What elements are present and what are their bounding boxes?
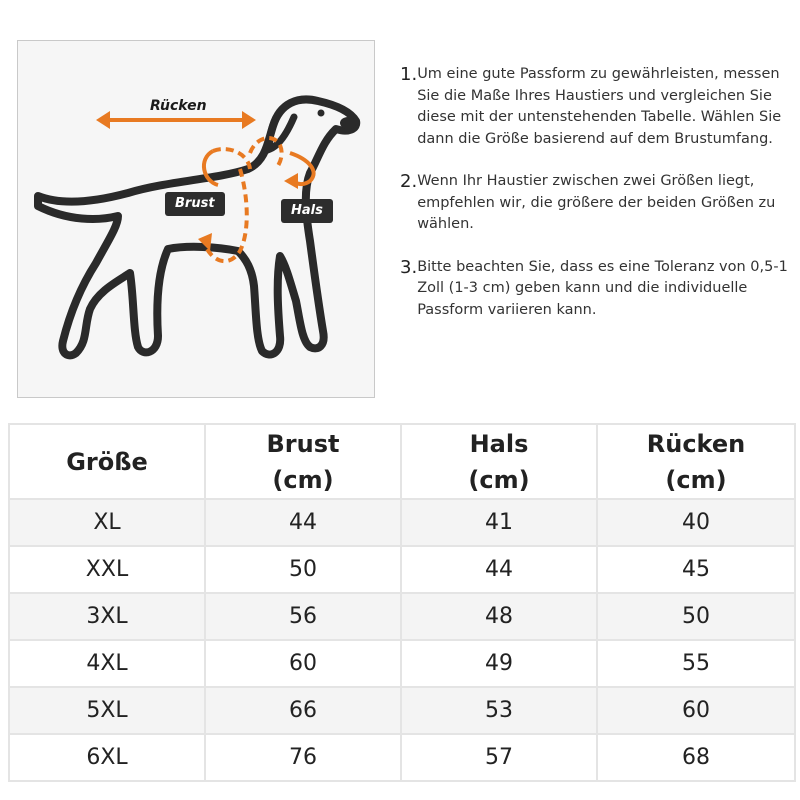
cell-chest: 76 (205, 734, 401, 781)
cell-size: 4XL (9, 640, 205, 687)
instruction-number: 2. (400, 171, 418, 192)
cell-back: 40 (597, 499, 795, 546)
instruction-item (400, 257, 798, 322)
instruction-item (400, 171, 798, 236)
instruction-text: Um eine gute Passform zu gewährleisten, messen Sie die Maße Ihres Haustiers und vergleichen Sie diese mit der untenstehenden Tabelle. Wählen Sie dann die Größe basierend auf dem Brustumfang. (417, 66, 782, 147)
instruction-text: Wenn Ihr Haustier zwischen zwei Größen liegt, empfehlen wir, die größere der beiden Größen zu wählen. (417, 173, 776, 232)
cell-size: 3XL (9, 593, 205, 640)
instruction-item (400, 64, 798, 150)
table-row (9, 499, 795, 546)
dog-measurement-figure (17, 40, 375, 398)
cell-size: 5XL (9, 687, 205, 734)
header-unit: (cm) (272, 465, 334, 494)
cell-back: 60 (597, 687, 795, 734)
instruction-number: 1. (400, 64, 418, 85)
cell-neck: 41 (401, 499, 597, 546)
cell-back: 50 (597, 593, 795, 640)
cell-size: 6XL (9, 734, 205, 781)
column-header-back (597, 424, 795, 499)
neck-tag: Hals (281, 199, 333, 223)
cell-back: 68 (597, 734, 795, 781)
instructions-list (400, 64, 798, 342)
instruction-text: Bitte beachten Sie, dass es eine Toleranz von 0,5-1 Zoll (1-3 cm) geben kann und die individuelle Passform variieren kann. (417, 258, 788, 318)
cell-neck: 48 (401, 593, 597, 640)
cell-back: 45 (597, 546, 795, 593)
table-row (9, 687, 795, 734)
table-row (9, 546, 795, 593)
cell-neck: 53 (401, 687, 597, 734)
cell-chest: 44 (205, 499, 401, 546)
table-row (9, 593, 795, 640)
cell-neck: 44 (401, 546, 597, 593)
cell-size: XXL (9, 546, 205, 593)
cell-size: XL (9, 499, 205, 546)
header-line: Rücken (646, 429, 746, 458)
column-header-size (9, 424, 205, 499)
cell-back: 55 (597, 640, 795, 687)
header-unit: (cm) (665, 465, 727, 494)
column-header-chest (205, 424, 401, 499)
back-label: Rücken (150, 98, 207, 114)
cell-chest: 50 (205, 546, 401, 593)
cell-neck: 57 (401, 734, 597, 781)
size-table (8, 423, 796, 782)
table-row (9, 640, 795, 687)
header-line: Größe (66, 447, 148, 476)
header-line: Hals (469, 429, 529, 458)
cell-chest: 60 (205, 640, 401, 687)
header-line: Brust (266, 429, 340, 458)
table-row (9, 734, 795, 781)
cell-chest: 56 (205, 593, 401, 640)
instruction-number: 3. (400, 256, 418, 278)
column-header-neck (401, 424, 597, 499)
header-unit: (cm) (468, 465, 530, 494)
table-header-row (9, 424, 795, 499)
cell-chest: 66 (205, 687, 401, 734)
chest-tag: Brust (165, 192, 225, 216)
cell-neck: 49 (401, 640, 597, 687)
